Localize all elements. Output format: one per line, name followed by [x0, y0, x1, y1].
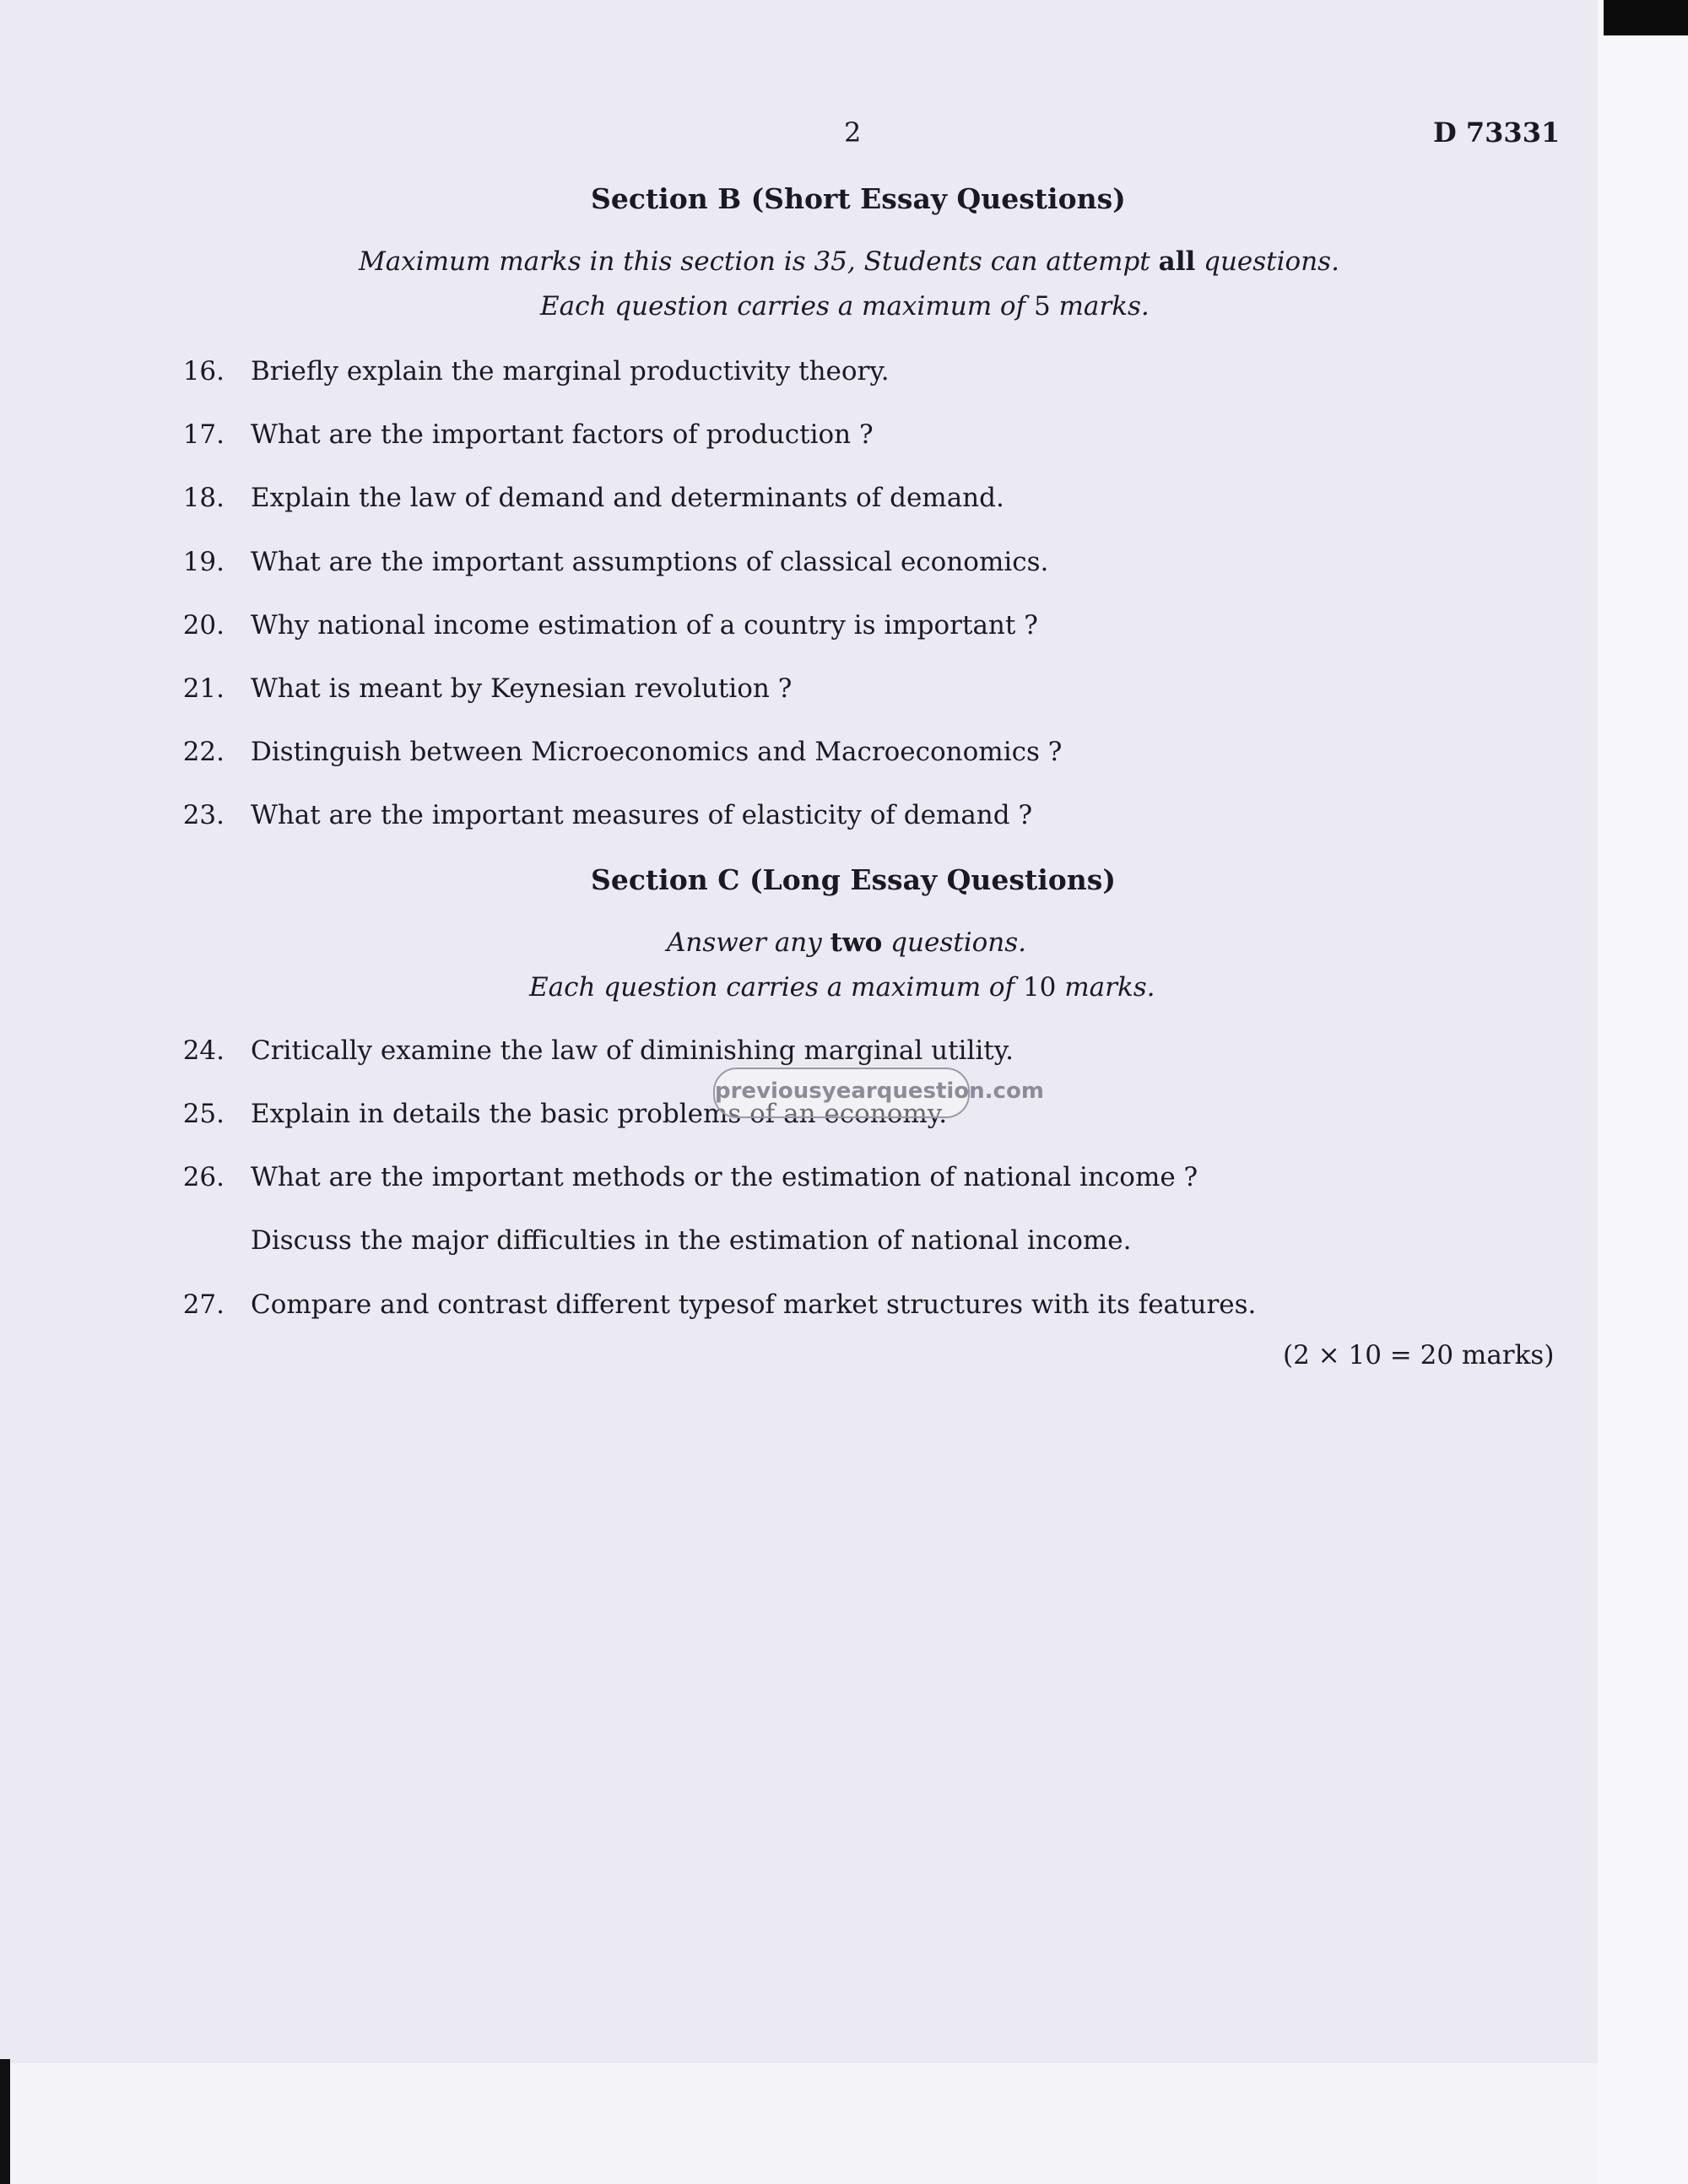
question-number: 23.	[182, 800, 225, 830]
section-c-title: Section C (Long Essay Questions)	[591, 863, 1116, 896]
question-text: What are the important factors of production ?	[251, 419, 874, 450]
question-number: 27.	[182, 1289, 225, 1320]
question-text: Compare and contrast different typesof market structures with its features.	[251, 1289, 1257, 1320]
marks-summary: (2 × 10 = 20 marks)	[1283, 1340, 1555, 1370]
page-number: 2	[844, 116, 862, 149]
question-number: 16.	[182, 356, 225, 387]
question-number: 20.	[182, 610, 225, 641]
scan-margin-right	[1598, 0, 1688, 2184]
watermark-stamp: previousyearquestion.com	[713, 1068, 970, 1118]
section-c-instruction-1: Answer any two questions.	[667, 927, 1027, 958]
question-text: What are the important methods or the estimation of national income ?	[251, 1162, 1198, 1192]
question-text: What are the important measures of elasticity of demand ?	[251, 800, 1033, 830]
question-text: Explain in details the basic problems of an economy.	[251, 1099, 948, 1129]
question-number: 19.	[182, 547, 225, 577]
question-text: Briefly explain the marginal productivity theory.	[251, 356, 890, 387]
scan-edge-shadow	[0, 2059, 10, 2184]
question-text: What are the important assumptions of classical economics.	[251, 547, 1049, 577]
paper-code: D 73331	[1433, 116, 1561, 149]
section-c-instruction-2: Each question carries a maximum of 10 marks.	[529, 972, 1155, 1003]
scan-margin-bottom	[0, 2063, 1598, 2184]
question-text: Why national income estimation of a country is important ?	[251, 610, 1038, 641]
section-b-instruction-1: Maximum marks in this section is 35, Students can attempt all questions.	[359, 246, 1339, 277]
question-number: 25.	[182, 1099, 225, 1129]
question-number: 17.	[182, 419, 225, 450]
question-number: 18.	[182, 483, 225, 513]
question-text: Distinguish between Microeconomics and Macroeconomics ?	[251, 737, 1063, 767]
bleed-through	[1224, 160, 1561, 194]
question-text-continuation: Discuss the major difficulties in the estimation of national income.	[251, 1225, 1132, 1256]
question-number: 24.	[182, 1035, 225, 1066]
section-b-title: Section B (Short Essay Questions)	[591, 182, 1126, 215]
question-text: Critically examine the law of diminishing marginal utility.	[251, 1035, 1014, 1066]
question-text: Explain the law of demand and determinants of demand.	[251, 483, 1004, 513]
question-text: What is meant by Keynesian revolution ?	[251, 673, 793, 704]
question-number: 21.	[182, 673, 225, 704]
section-b-instruction-2: Each question carries a maximum of 5 marks.	[540, 291, 1150, 322]
scan-corner-shadow	[1604, 0, 1688, 35]
question-number: 26.	[182, 1162, 225, 1192]
question-number: 22.	[182, 737, 225, 767]
